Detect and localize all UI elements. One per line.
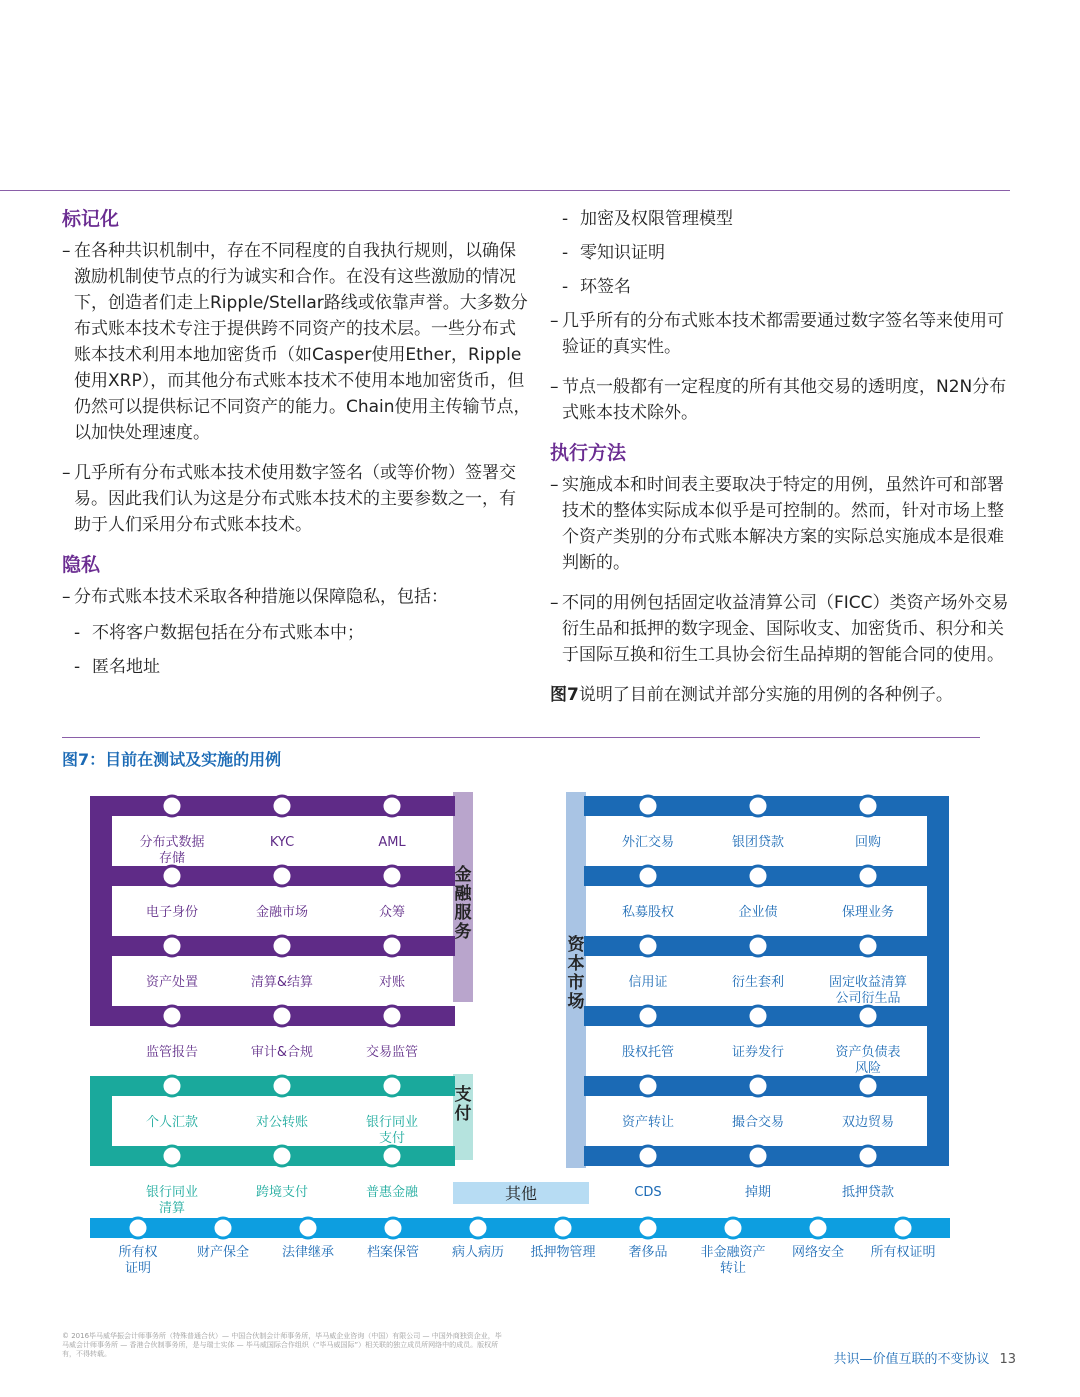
other-station-label: 财产保全: [196, 1245, 250, 1260]
finance-station-label: 资产处置: [145, 975, 199, 990]
payment-station-label: 银行同业清算: [145, 1185, 199, 1216]
capital-station-label: 外汇交易: [621, 835, 675, 850]
finance-station: [272, 936, 292, 956]
finance-station-label: 众筹: [378, 905, 406, 920]
capital-station-label: 信用证: [628, 975, 668, 990]
list-item: - 零知识证明: [550, 240, 1020, 266]
payment-station-label: 对公转账: [255, 1115, 309, 1130]
paragraph: – 几乎所有的分布式账本技术都需要通过数字签名等来使用可验证的真实性。: [550, 308, 1020, 360]
capital-station-label: 保理业务: [841, 905, 895, 920]
figure-reference: [550, 682, 1020, 708]
section-heading-privacy: 隐私: [62, 554, 101, 576]
finance-station: [382, 1006, 402, 1026]
capital-station-label: 企业债: [738, 905, 778, 920]
finance-station: [162, 1006, 182, 1026]
section-heading-execution: 执行方法: [550, 442, 627, 464]
finance-station-label: KYC: [269, 835, 295, 850]
capital-station-label: CDS: [634, 1185, 662, 1200]
other-station: [723, 1218, 743, 1238]
finance-station-label: 审计&合规: [250, 1045, 314, 1060]
payment-station-label: 个人汇款: [145, 1115, 199, 1130]
capital-station-label: 资产转让: [621, 1115, 675, 1130]
page-number: 13: [999, 1352, 1016, 1367]
paragraph: – 在各种共识机制中，存在不同程度的自我执行规则，以确保激励机制使节点的行为诚实和合作。在没有这些激励的情况下，创造者们走上Ripple/Stellar路线或依靠声誉。大多数分布式账本技术专注于提供跨不同资产的技术层。一些分布式账本技术利用本地加密货币（如Casper使用Ether，Ripple使用XRP），而其他分布式账本技术不使用本地加密货币，但仍然可以提供标记不同资产的能力。Chain使用主传输节点，以加快处理速度。: [62, 238, 532, 446]
capital-station: [638, 936, 658, 956]
finance-station: [162, 796, 182, 816]
other-station: [383, 1218, 403, 1238]
finance-station-label: 对账: [378, 975, 406, 990]
payment-station-label: 银行同业支付: [365, 1115, 419, 1146]
payment-track-connector: [90, 1076, 112, 1164]
figure-title: 图7：目前在测试及实施的用例: [62, 750, 282, 769]
capital-station: [638, 1006, 658, 1026]
capital-station: [638, 796, 658, 816]
paragraph: – 分布式账本技术采取各种措施以保障隐私，包括：: [62, 584, 532, 610]
paragraph: – 几乎所有分布式账本技术使用数字签名（或等价物）签署交易。因此我们认为这是分布式账本技术的主要参数之一，有助于人们采用分布式账本技术。: [62, 460, 532, 538]
capital-station-label: 私募股权: [621, 905, 675, 920]
figure-reference-bold: 图7: [550, 685, 579, 705]
other-station-label: 抵押物管理: [530, 1245, 596, 1260]
payment-station: [272, 1076, 292, 1096]
finance-track-connector: [90, 936, 112, 1024]
other-label: 其他: [504, 1184, 538, 1203]
finance-station-label: 分布式数据存储: [139, 835, 205, 866]
other-station: [808, 1218, 828, 1238]
finance-station: [272, 866, 292, 886]
finance-station: [382, 866, 402, 886]
other-station: [468, 1218, 488, 1238]
capital-station-label: 撮合交易: [731, 1115, 785, 1130]
payment-station: [162, 1076, 182, 1096]
finance-station-label: 电子身份: [145, 905, 199, 920]
copyright-notice: © 2016毕马威华振会计师事务所（特殊普通合伙）— 中国合伙制会计师事务所，毕马威企业咨询（中国）有限公司 — 中国外商独资企业，毕马威会计师事务所 — 香港合伙制事务所，是与瑞士实体 — 毕马威国际合作组织（“毕马威国际”）相关联的独立成员所网络中的成员。版权所有，不得转载。: [62, 1332, 502, 1358]
section-heading-tokenization: 标记化: [62, 208, 120, 230]
finance-station: [382, 796, 402, 816]
finance-station: [272, 796, 292, 816]
other-station-label: 病人病历: [451, 1245, 505, 1260]
capital-station: [748, 1146, 768, 1166]
capital-label: 资本市场: [567, 935, 585, 1012]
capital-station-label: 资产负债表风险: [835, 1045, 901, 1076]
payment-label: 支付: [454, 1085, 472, 1124]
payment-station-label: 普惠金融: [365, 1185, 419, 1200]
list-item: - 环签名: [550, 274, 1020, 300]
capital-station: [748, 796, 768, 816]
capital-station: [748, 1006, 768, 1026]
payment-station: [382, 1146, 402, 1166]
capital-track-connector: [927, 1076, 949, 1164]
payment-station-label: 跨境支付: [255, 1185, 309, 1200]
capital-station-label: 衍生套利: [731, 975, 785, 990]
list-item: - 加密及权限管理模型: [550, 206, 1020, 232]
finance-station-label: 交易监管: [365, 1045, 419, 1060]
finance-station: [162, 866, 182, 886]
capital-station: [638, 1146, 658, 1166]
other-station-label: 档案保管: [366, 1245, 420, 1260]
use-case-diagram: [0, 780, 1080, 1340]
capital-station-label: 掉期: [744, 1185, 772, 1200]
other-station: [893, 1218, 913, 1238]
capital-station: [748, 866, 768, 886]
paragraph: – 实施成本和时间表主要取决于特定的用例，虽然许可和部署技术的整体实际成本似乎是可控制的。然而，针对市场上整个资产类别的分布式账本解决方案的实际总实施成本是很难判断的。: [550, 472, 1020, 576]
payment-station: [162, 1146, 182, 1166]
list-item: - 不将客户数据包括在分布式账本中；: [62, 620, 532, 646]
top-rule: [0, 190, 1010, 191]
finance-station-label: 金融市场: [255, 905, 309, 920]
footer-title: 共识—价值互联的不变协议: [833, 1352, 990, 1367]
other-station-label: 所有权证明: [870, 1245, 936, 1260]
right-column: [550, 206, 1020, 708]
other-station: [128, 1218, 148, 1238]
other-station: [298, 1218, 318, 1238]
capital-station: [858, 936, 878, 956]
finance-label: 金融服务: [454, 865, 472, 942]
capital-station: [858, 1146, 878, 1166]
payment-station: [382, 1076, 402, 1096]
other-station-label: 法律继承: [281, 1245, 335, 1260]
finance-station: [162, 936, 182, 956]
figure-rule: [62, 737, 980, 738]
capital-station: [638, 866, 658, 886]
other-station: [553, 1218, 573, 1238]
other-station-label: 奢侈品: [628, 1245, 668, 1260]
finance-station: [382, 936, 402, 956]
finance-station-label: AML: [378, 835, 406, 850]
list-item: - 匿名地址: [62, 654, 532, 680]
finance-station-label: 清算&结算: [250, 975, 314, 990]
other-station-label: 所有权证明: [118, 1245, 158, 1276]
capital-station: [748, 1076, 768, 1096]
page-footer: [833, 1348, 1016, 1367]
capital-station: [858, 1076, 878, 1096]
capital-station-label: 证券发行: [731, 1045, 785, 1060]
paragraph: – 不同的用例包括固定收益清算公司（FICC）类资产场外交易衍生品和抵押的数字现金、国际收支、加密货币、积分和关于国际互换和衍生工具协会衍生品掉期的智能合同的使用。: [550, 590, 1020, 668]
figure-reference-text: 说明了目前在测试并部分实施的用例的各种例子。: [578, 685, 953, 705]
left-column: [62, 206, 532, 688]
payment-station: [272, 1146, 292, 1166]
capital-station: [858, 1006, 878, 1026]
capital-station-label: 固定收益清算公司衍生品: [828, 975, 908, 1006]
other-station-label: 网络安全: [791, 1245, 845, 1260]
capital-station: [858, 866, 878, 886]
capital-station-label: 股权托管: [621, 1045, 675, 1060]
capital-station-label: 回购: [854, 835, 882, 850]
other-station-label: 非金融资产转让: [700, 1245, 766, 1276]
other-station: [213, 1218, 233, 1238]
capital-station-label: 双边贸易: [841, 1115, 895, 1130]
capital-station-label: 抵押贷款: [841, 1185, 895, 1200]
capital-station: [638, 1076, 658, 1096]
capital-station: [858, 796, 878, 816]
capital-station-label: 银团贷款: [731, 835, 785, 850]
finance-station-label: 监管报告: [145, 1045, 199, 1060]
other-station: [638, 1218, 658, 1238]
capital-station: [748, 936, 768, 956]
paragraph: – 节点一般都有一定程度的所有其他交易的透明度，N2N分布式账本技术除外。: [550, 374, 1020, 426]
finance-station: [272, 1006, 292, 1026]
